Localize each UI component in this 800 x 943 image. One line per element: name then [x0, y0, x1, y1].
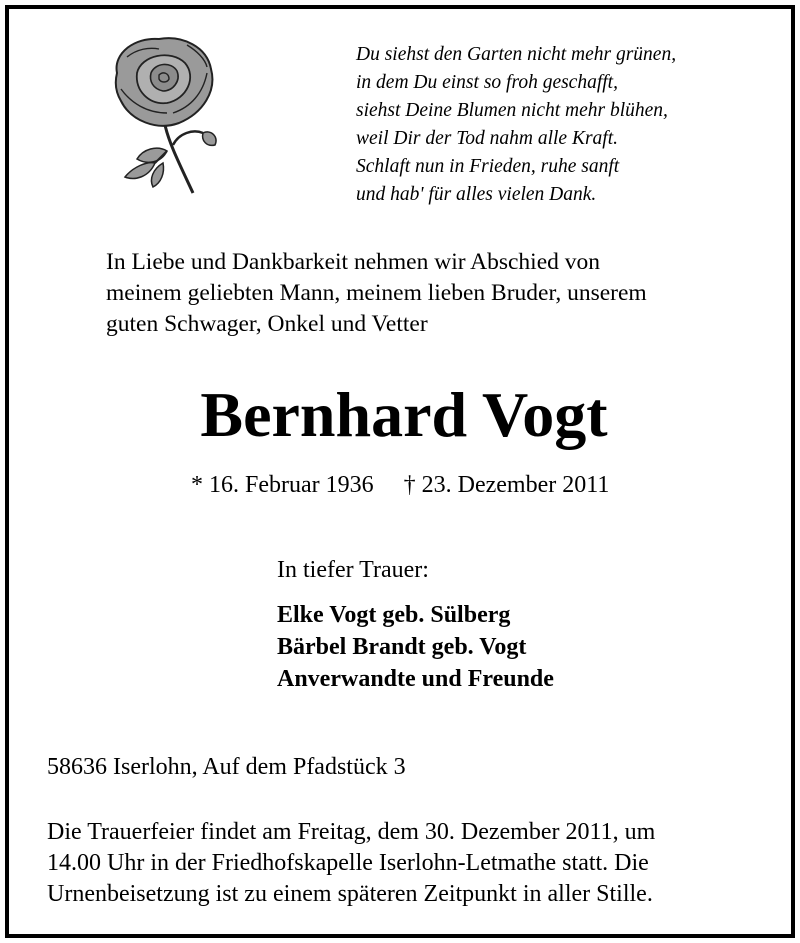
ceremony-info — [47, 817, 655, 910]
ceremony-line: Die Trauerfeier findet am Freitag, dem 30. Dezember 2011, um — [47, 819, 656, 845]
address: 58636 Iserlohn, Auf dem Pfadstück 3 — [47, 754, 406, 780]
poem-line: weil Dir der Tod nahm alle Kraft. — [356, 128, 619, 149]
ceremony-line: Urnenbeisetzung ist zu einem späteren Zeitpunkt in aller Stille. — [47, 881, 653, 907]
ceremony-line: 14.00 Uhr in der Friedhofskapelle Iserlohn-Letmathe statt. Die — [47, 850, 649, 876]
poem-line: Schlaft nun in Frieden, ruhe sanft — [356, 156, 620, 177]
mourning-label: In tiefer Trauer: — [277, 557, 429, 583]
mourner-name: Anverwandte und Freunde — [277, 666, 554, 692]
memorial-poem — [356, 41, 676, 209]
rose-icon — [107, 33, 229, 198]
birth-date: * 16. Februar 1936 — [191, 472, 374, 498]
mourner-name: Bärbel Brandt geb. Vogt — [277, 634, 527, 660]
poem-line: und hab' für alles vielen Dank. — [356, 184, 597, 205]
mourner-name: Elke Vogt geb. Sülberg — [277, 602, 511, 628]
poem-line: siehst Deine Blumen nicht mehr blühen, — [356, 100, 668, 121]
poem-line: in dem Du einst so froh geschafft, — [356, 72, 618, 93]
farewell-text — [106, 247, 647, 340]
farewell-line: In Liebe und Dankbarkeit nehmen wir Abschied von — [106, 249, 601, 275]
poem-line: Du siehst den Garten nicht mehr grünen, — [356, 44, 677, 65]
farewell-line: meinem geliebten Mann, meinem lieben Bruder, unserem — [106, 280, 647, 306]
farewell-line: guten Schwager, Onkel und Vetter — [106, 311, 428, 337]
life-dates — [191, 469, 609, 501]
death-date: † 23. Dezember 2011 — [403, 472, 610, 498]
deceased-name: Bernhard Vogt — [200, 379, 608, 450]
mourners-list — [277, 599, 554, 695]
obituary-notice — [5, 5, 795, 938]
